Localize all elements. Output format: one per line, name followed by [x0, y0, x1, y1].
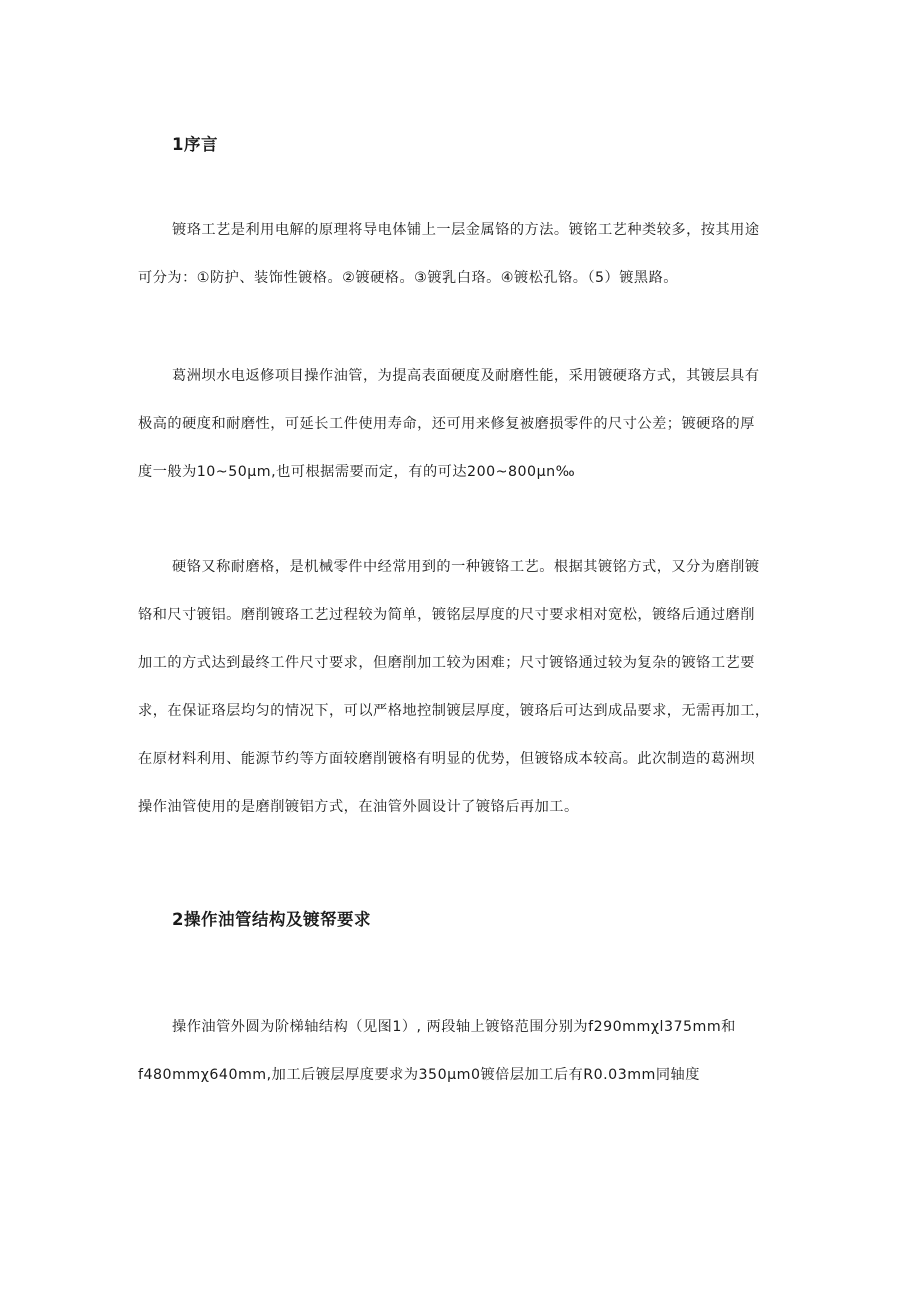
paragraph-line: 求，在保证珞层均匀的情况下，可以严格地控制镀层厚度，镀珞后可达到成品要求，无需再加工， [138, 703, 770, 719]
paragraph-line: 可分为：①防护、装饰性镀格。②镀硬格。③镀乳白珞。④镀松孔铬。（5）镀黑路。 [138, 270, 678, 286]
paragraph-line: 极高的硬度和耐磨性，可延长工件使用寿命，还可用来修复被磨损零件的尺寸公差；镀硬珞的厚 [138, 416, 755, 432]
paragraph-line: 镀珞工艺是利用电解的原理将导电体铺上一层金属铬的方法。镀铭工艺种类较多，按其用途 [172, 222, 760, 238]
paragraph-line: 铬和尺寸镀铝。磨削镀珞工艺过程较为简单，镀铭层厚度的尺寸要求相对宽松，镀络后通过磨削 [138, 607, 755, 623]
paragraph-line: 葛洲坝水电返修项目操作油管，为提高表面硬度及耐磨性能，采用镀硬珞方式，其镀层具有 [172, 368, 760, 384]
section-1-heading: 1序言 [172, 135, 218, 154]
paragraph-line: 硬铬又称耐磨格，是机械零件中经常用到的一种镀铬工艺。根据其镀铭方式，又分为磨削镀 [172, 559, 760, 575]
paragraph-gezhouba-hard-chrome [138, 364, 798, 508]
paragraph-hard-chrome-types [138, 555, 798, 843]
paragraph-electroplating-intro [138, 218, 798, 314]
paragraph-line: 操作油管使用的是磨削镀铝方式，在油管外圆设计了镀铬后再加工。 [138, 799, 579, 815]
section-2-heading: 2操作油管结构及镀帑要求 [172, 910, 371, 929]
paragraph-line: f480mmχ640mm,加工后镀层厚度要求为350μm0镀倍层加工后有R0.03mm同轴度 [138, 1067, 700, 1083]
paragraph-line: 在原材料利用、能源节约等方面较磨削镀格有明显的优势，但镀铬成本较高。此次制造的葛洲坝 [138, 751, 755, 767]
paragraph-line: 加工的方式达到最终工件尺寸要求，但磨削加工较为困难；尺寸镀铬通过较为复杂的镀铬工艺要 [138, 655, 755, 671]
paragraph-oil-pipe-structure [138, 1015, 798, 1111]
paragraph-line: 度一般为10~50μm,也可根据需要而定，有的可达200~800μn‰ [138, 464, 576, 480]
paragraph-line: 操作油管外圆为阶梯轴结构（见图1）, 两段轴上镀铬范围分别为f290mmχl375mm和 [172, 1019, 736, 1035]
